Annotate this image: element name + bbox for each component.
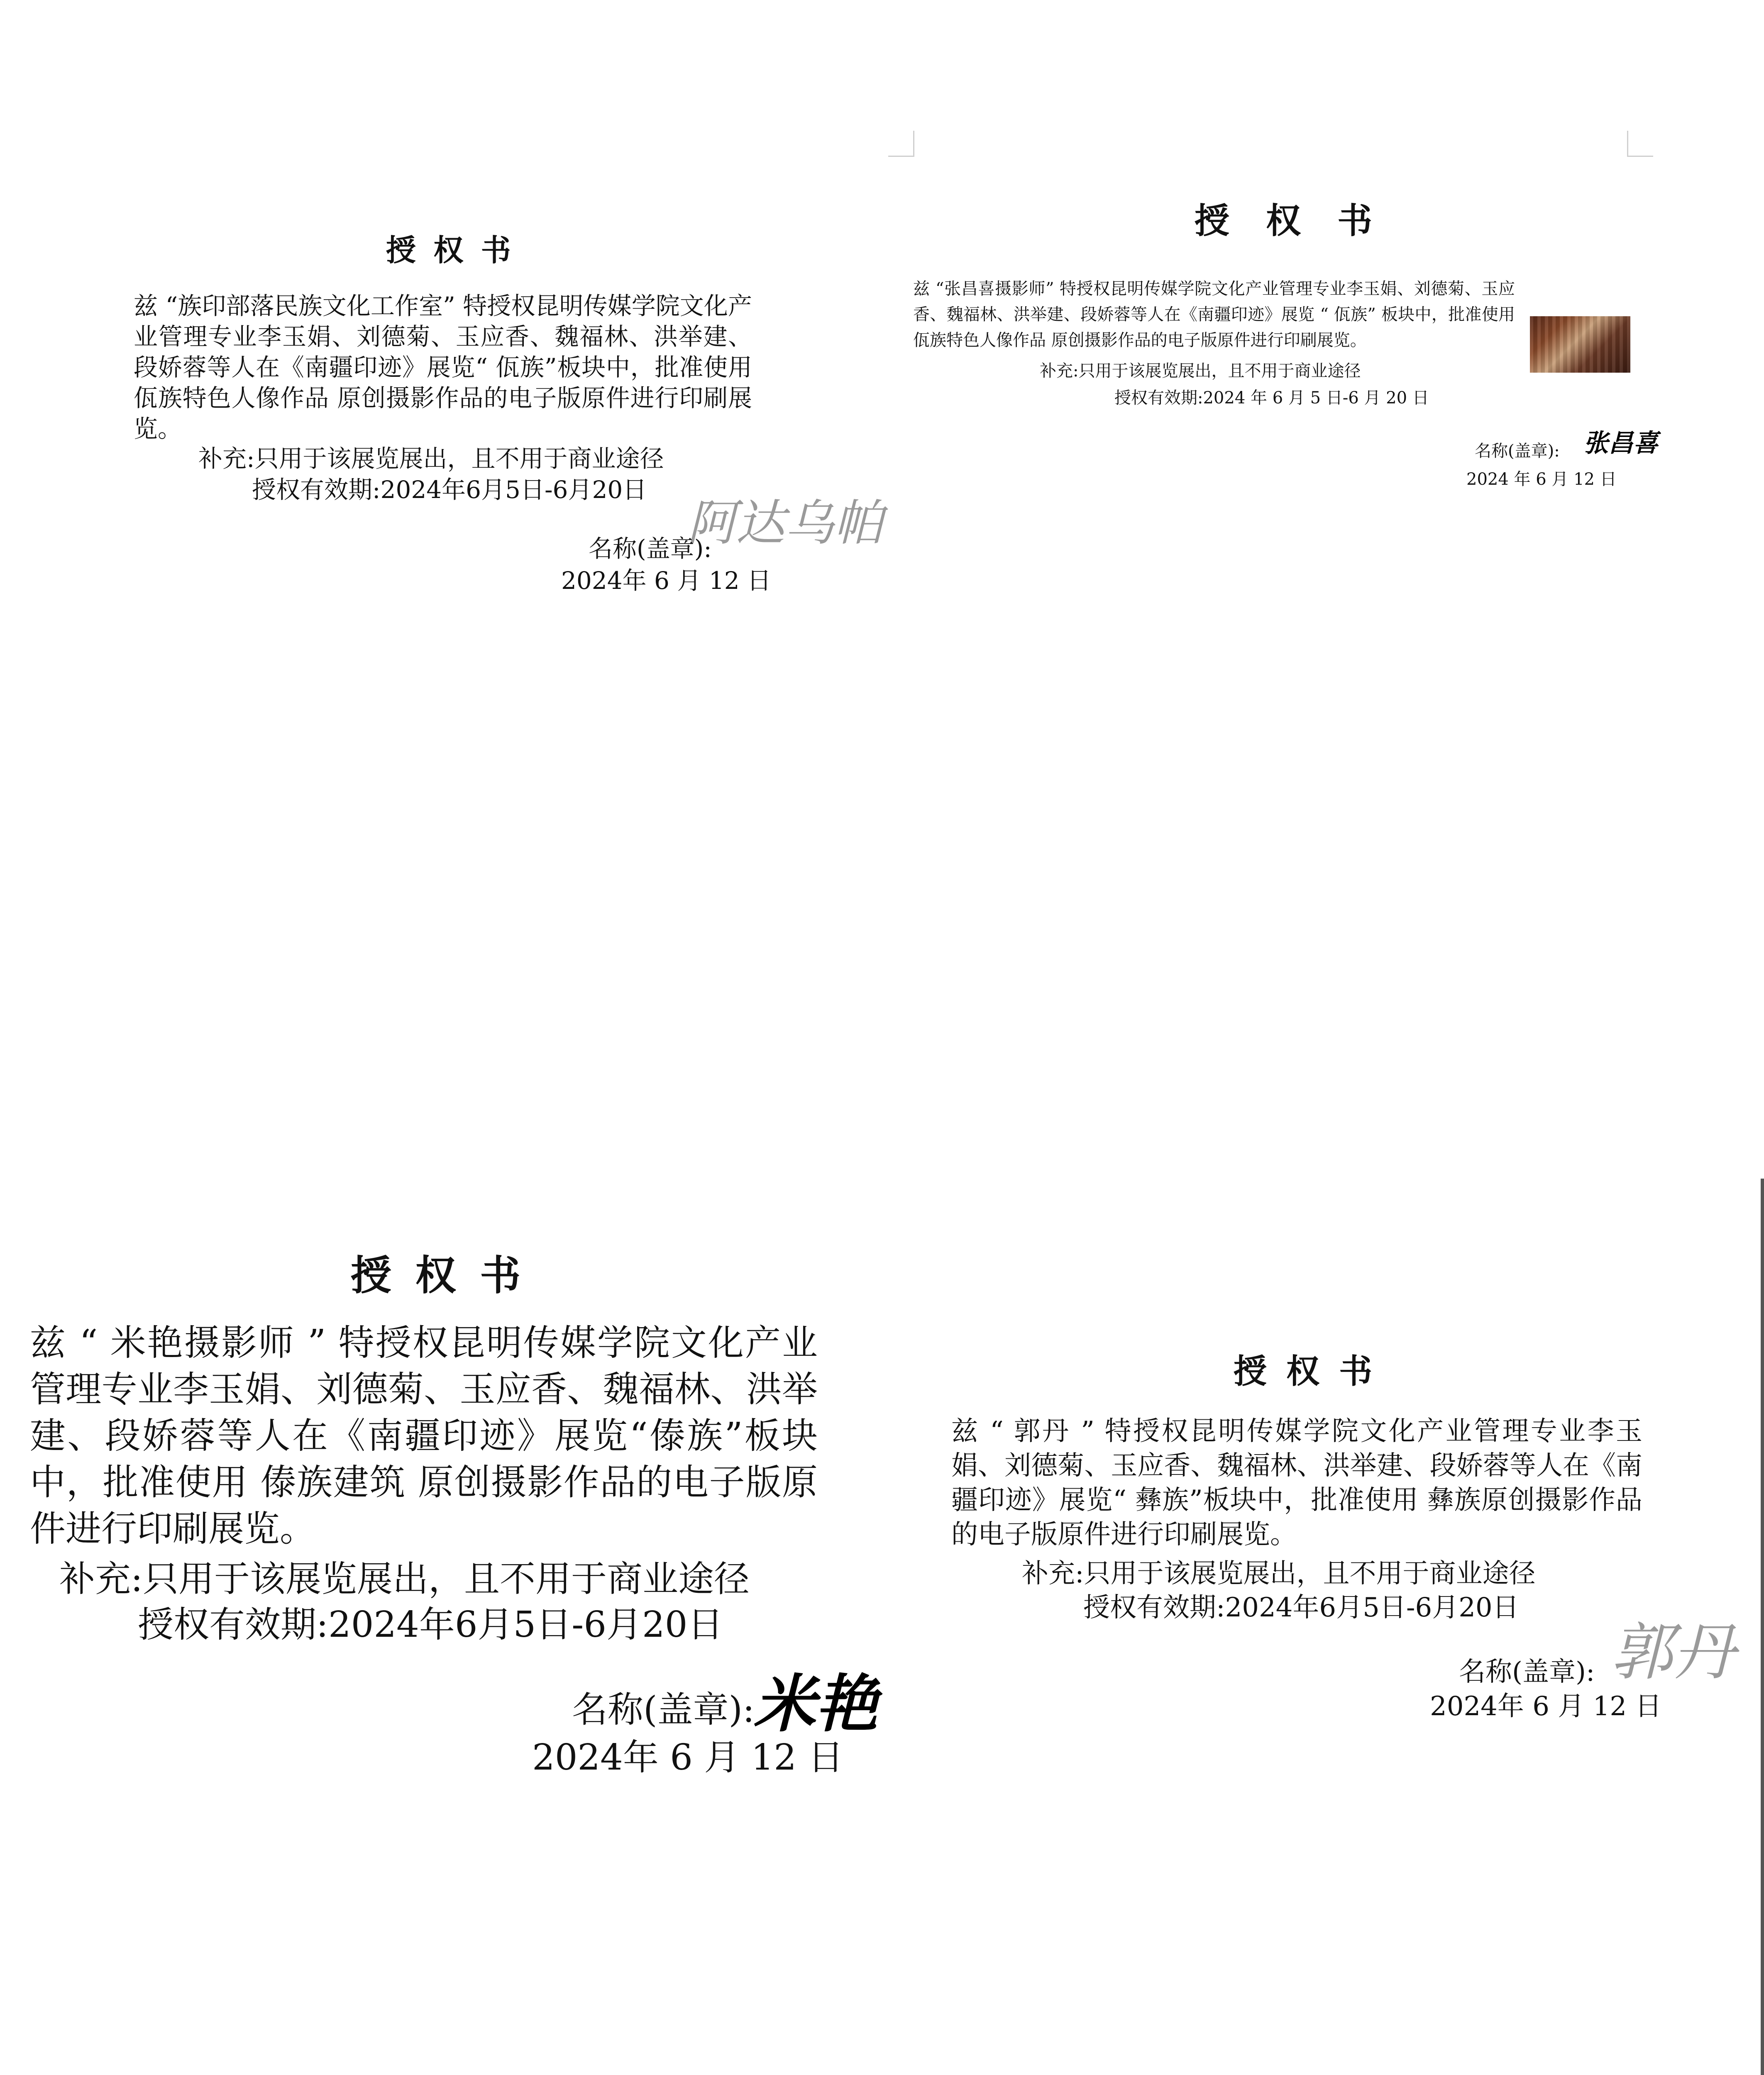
viewer-scrollbar-edge[interactable] xyxy=(1761,1179,1764,2075)
ethnic-portrait-photo-thumbnail xyxy=(1530,316,1630,373)
letter-2-supplement: 补充:只用于该展览展出，且不用于商业途径 xyxy=(1040,361,1361,381)
letter-4-validity: 授权有效期:2024年6月5日-6月20日 xyxy=(1083,1592,1519,1623)
letter-2-date: 2024 年 6 月 12 日 xyxy=(1466,470,1617,489)
letter-4-supplement: 补充:只用于该展览展出，且不用于商业途径 xyxy=(1022,1558,1536,1589)
letter-3-validity: 授权有效期:2024年6月5日-6月20日 xyxy=(138,1604,723,1645)
letter-2-validity: 授权有效期:2024 年 6 月 5 日-6 月 20 日 xyxy=(1114,388,1429,408)
letter-2-body: 兹 “张昌喜摄影师” 特授权昆明传媒学院文化产业管理专业李玉娟、刘德菊、玉应香、魏福林、洪举建、段娇蓉等人在《南疆印迹》展览 “ 佤族” 板块中，批准使用佤族特色人像作品 原创摄影作品的电子版原件进行印刷展览。 xyxy=(913,279,1515,350)
letter-1-title: 授 权 书 xyxy=(386,233,515,268)
page-corner-mark-left xyxy=(888,131,914,157)
letter-2-handwritten-signature: 张昌喜 xyxy=(1583,429,1658,458)
letter-4-handwritten-signature: 郭丹 xyxy=(1610,1616,1735,1689)
letter-3-supplement: 补充:只用于该展览展出，且不用于商业途径 xyxy=(59,1558,750,1600)
letter-3-date: 2024年 6 月 12 日 xyxy=(532,1737,844,1778)
letter-1-date: 2024年 6 月 12 日 xyxy=(561,566,772,595)
letter-2-title: 授 权 书 xyxy=(1195,200,1385,241)
letter-3-handwritten-signature: 米艳 xyxy=(753,1667,878,1741)
letter-3-title: 授 权 书 xyxy=(351,1252,526,1299)
letter-1-validity: 授权有效期:2024年6月5日-6月20日 xyxy=(252,476,647,504)
letter-4-name-seal-label: 名称(盖章): xyxy=(1459,1657,1595,1687)
letter-4-body: 兹 “ 郭丹 ” 特授权昆明传媒学院文化产业管理专业李玉娟、刘德菊、玉应香、魏福林、洪举建、段娇蓉等人在《南疆印迹》展览“ 彝族”板块中，批准使用 彝族原创摄影作品的电子版原件进行印刷展览。 xyxy=(951,1416,1642,1550)
letter-1-body: 兹 “族印部落民族文化工作室” 特授权昆明传媒学院文化产业管理专业李玉娟、刘德菊、玉应香、魏福林、洪举建、段娇蓉等人在《南疆印迹》展览“ 佤族”板块中，批准使用 佤族特色人像作品 原创摄影作品的电子版原件进行印刷展览。 xyxy=(134,292,752,443)
letter-1-supplement: 补充:只用于该展览展出，且不用于商业途径 xyxy=(198,444,664,473)
letter-1-handwritten-signature: 阿达乌帕 xyxy=(687,494,883,552)
letter-3-body: 兹 “ 米艳摄影师 ” 特授权昆明传媒学院文化产业管理专业李玉娟、刘德菊、玉应香、魏福林、洪举建、段娇蓉等人在《南疆印迹》展览“傣族”板块中，批准使用 傣族建筑 原创摄影作品的电子版原件进行印刷展览。 xyxy=(30,1322,818,1550)
letter-1-name-seal-label: 名称(盖章): xyxy=(589,535,712,563)
letter-3-name-seal-label: 名称(盖章): xyxy=(572,1689,755,1731)
letter-4-title: 授 权 书 xyxy=(1234,1352,1376,1391)
page-corner-mark-right xyxy=(1627,131,1653,157)
letter-2-name-seal-label: 名称(盖章): xyxy=(1475,442,1560,461)
letter-4-date: 2024年 6 月 12 日 xyxy=(1430,1691,1662,1722)
